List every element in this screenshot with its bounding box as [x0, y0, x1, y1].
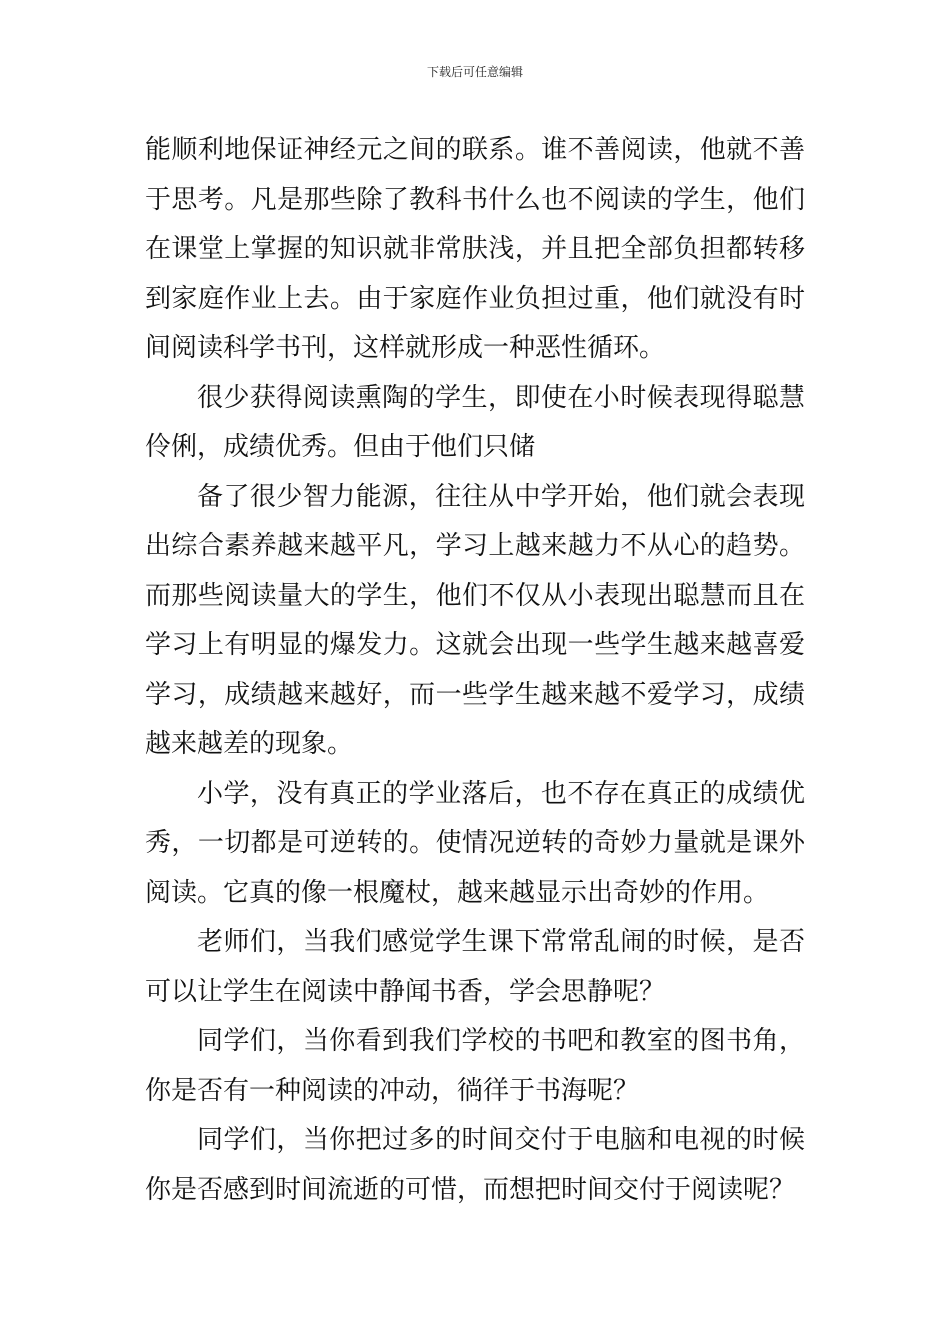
paragraph-1: 能顺利地保证神经元之间的联系。谁不善阅读，他就不善于思考。凡是那些除了教科书什么也不阅读的学生，他们在课堂上掌握的知识就非常肤浅，并且把全部负担都转移到家庭作业上去。由于家庭作业负担过重，他们就没有时间阅读科学书刊，这样就形成一种恶性循环。: [145, 135, 805, 363]
paragraph-5: 老师们，当我们感觉学生课下常常乱闹的时候，是否可以让学生在阅读中静闻书香，学会思静呢？: [145, 927, 805, 1007]
page-header: 下载后可任意编辑: [426, 65, 523, 79]
paragraph-6: 同学们，当你看到我们学校的书吧和教室的图书角，你是否有一种阅读的冲动，徜徉于书海呢？: [145, 1026, 805, 1106]
body-text: [145, 126, 805, 1215]
paragraph-7: 同学们，当你把过多的时间交付于电脑和电视的时候你是否感到时间流逝的可惜，而想把时间交付于阅读呢？: [145, 1125, 805, 1205]
paragraph-3: 备了很少智力能源，往往从中学开始，他们就会表现出综合素养越来越平凡，学习上越来越力不从心的趋势。而那些阅读量大的学生，他们不仅从小表现出聪慧而且在学习上有明显的爆发力。这就会出现一些学生越来越喜爱学习，成绩越来越好，而一些学生越来越不爱学习，成绩越来越差的现象。: [145, 481, 805, 759]
paragraph-4: 小学，没有真正的学业落后，也不存在真正的成绩优秀，一切都是可逆转的。使情况逆转的奇妙力量就是课外阅读。它真的像一根魔杖，越来越显示出奇妙的作用。: [145, 778, 805, 908]
paragraph-2: 很少获得阅读熏陶的学生，即使在小时候表现得聪慧伶俐，成绩优秀。但由于他们只储: [145, 382, 805, 462]
